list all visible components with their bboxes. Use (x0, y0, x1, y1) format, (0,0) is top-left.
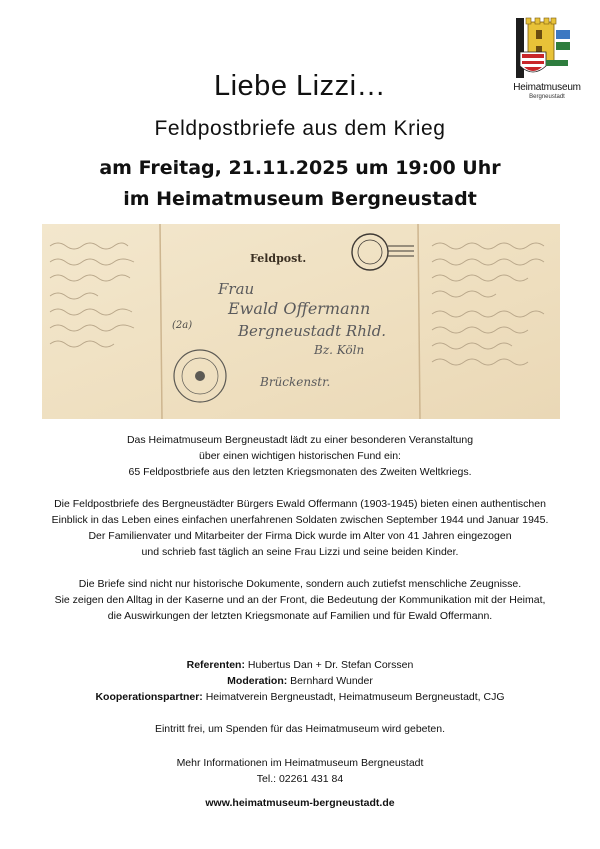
website-link[interactable]: www.heimatmuseum-bergneustadt.de (205, 797, 395, 809)
credit-partner (20, 689, 580, 705)
postmark-label: Feldpost. (250, 252, 307, 265)
more-info-text: Mehr Informationen im Heimatmuseum Bergneustadt (176, 757, 424, 769)
logo-name: Heimatmuseum (513, 82, 581, 93)
logo-subtitle: Bergneustadt (529, 94, 565, 100)
significance-paragraph (20, 576, 580, 624)
address-line-5: Brückenstr. (260, 375, 331, 389)
contact-info (20, 755, 580, 787)
background-line: Der Familienvater und Mitarbeiter der Firma Dick wurde im Alter von 41 Jahren eingezogen (88, 530, 512, 542)
credit-value: Bernhard Wunder (287, 675, 373, 687)
credit-label: Kooperationspartner: (95, 691, 203, 703)
admission-note: Eintritt frei, um Spenden für das Heimatmuseum wird gebeten. (154, 723, 446, 735)
intro-line: Das Heimatmuseum Bergneustadt lädt zu einer besonderen Veranstaltung (126, 434, 474, 446)
intro-line: 65 Feldpostbriefe aus den letzten Kriegsmonaten des Zweiten Weltkriegs. (128, 466, 472, 478)
credit-referenten (20, 657, 580, 673)
event-venue: im Heimatmuseum Bergneustadt (123, 188, 477, 210)
credit-moderation (20, 673, 580, 689)
address-line-2: Ewald Offermann (228, 299, 371, 318)
significance-line: Sie zeigen den Alltag in der Kaserne und an der Front, die Bedeutung der Kommunikation mit der Heimat, (54, 594, 546, 606)
background-line: Einblick in das Leben eines einfachen unerfahrenen Soldaten zwischen September 1944 und Januar 1945. (51, 514, 549, 526)
credit-label: Moderation: (227, 675, 288, 687)
address-line-1: Frau (218, 280, 255, 298)
credit-value: Heimatverein Bergneustadt, Heimatmuseum Bergneustadt, CJG (202, 691, 505, 703)
svg-text:(2a): (2a) (172, 320, 193, 331)
event-subtitle: Feldpostbriefe aus dem Krieg (154, 117, 446, 140)
address-line-3: Bergneustadt Rhld. (238, 322, 387, 340)
background-line: und schrieb fast täglich an seine Frau Lizzi und seine beiden Kinder. (141, 546, 459, 558)
background-paragraph (20, 496, 580, 560)
credit-value: Hubertus Dan + Dr. Stefan Corssen (244, 659, 414, 671)
event-title: Liebe Lizzi… (213, 70, 387, 102)
credit-label: Referenten: (186, 659, 245, 671)
intro-paragraph (20, 432, 580, 480)
credits-block (20, 657, 580, 705)
phone-number[interactable]: Tel.: 02261 431 84 (256, 773, 344, 785)
event-date: am Freitag, 21.11.2025 um 19:00 Uhr (99, 157, 501, 179)
feldpost-letter-image (42, 224, 560, 419)
background-line: Die Feldpostbriefe des Bergneustädter Bürgers Ewald Offermann (1903-1945) bieten einen authentischen (54, 498, 546, 510)
significance-line: die Auswirkungen der letzten Kriegsmonate auf Familien und für Ewald Offermann. (107, 610, 493, 622)
significance-line: Die Briefe sind nicht nur historische Dokumente, sondern auch zutiefst menschliche Zeugnisse. (78, 578, 522, 590)
address-line-4: Bz. Köln (314, 343, 365, 357)
intro-line: über einen wichtigen historischen Fund ein: (199, 450, 401, 462)
